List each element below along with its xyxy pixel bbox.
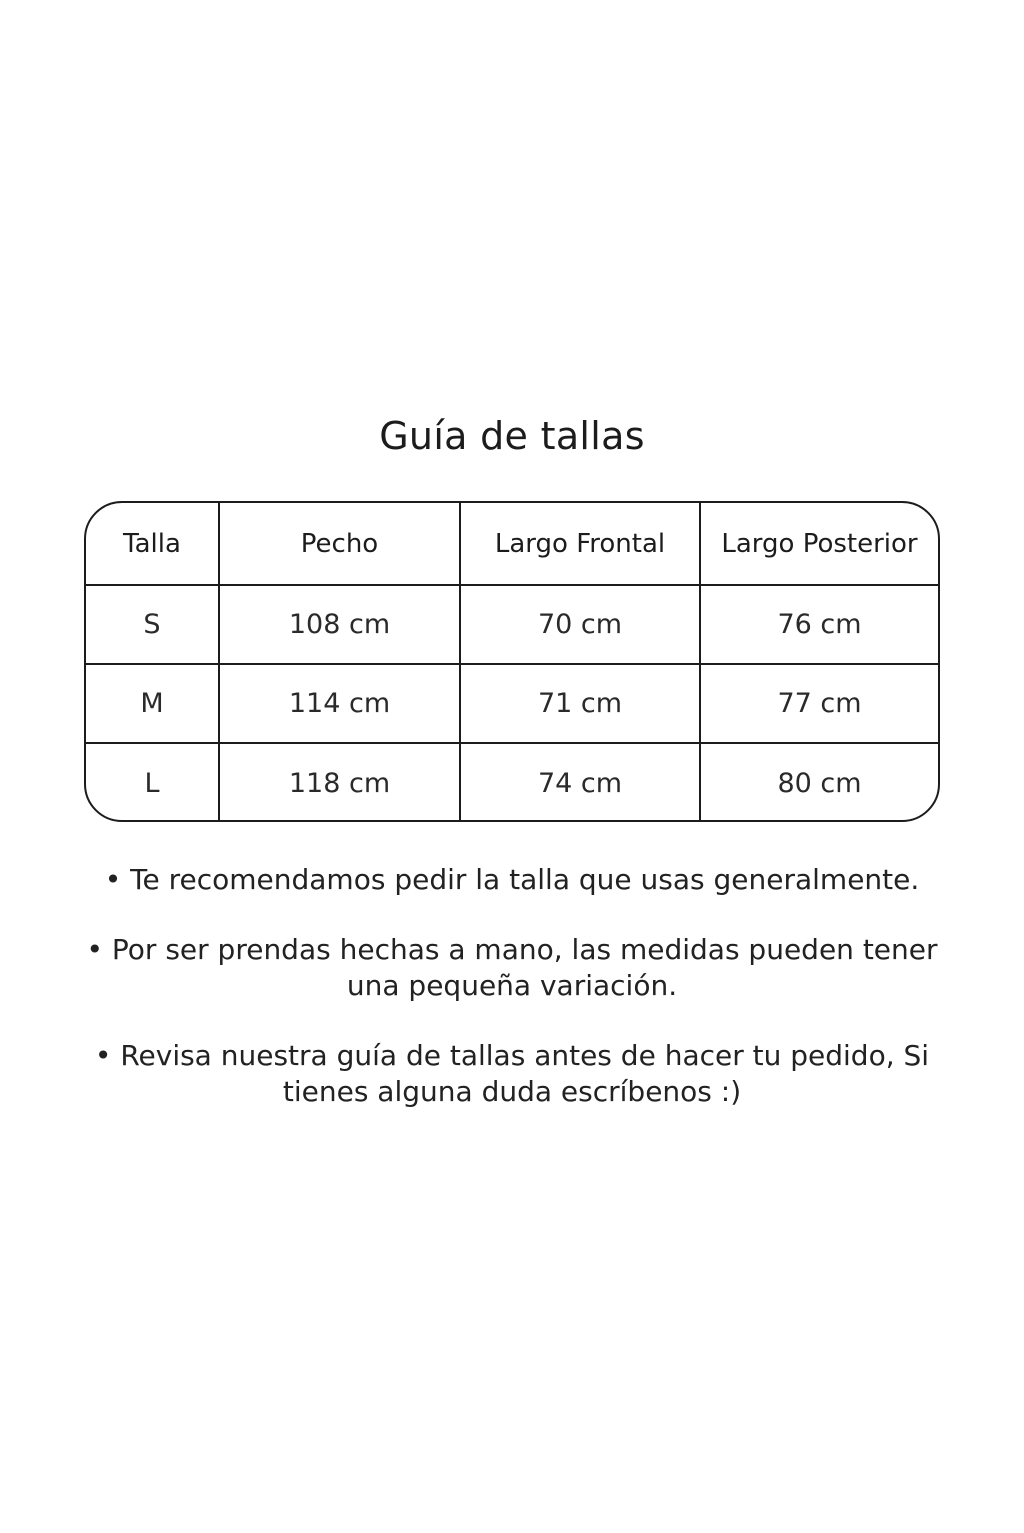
header-cell-largo-posterior: Largo Posterior: [721, 528, 918, 559]
table-row: [86, 586, 938, 665]
table-cell: 118 cm: [220, 744, 461, 822]
table-row: [86, 665, 938, 744]
table-cell: 77 cm: [777, 688, 862, 719]
header-cell-talla: Talla: [86, 503, 220, 584]
header-cell-pecho: Pecho: [220, 503, 461, 584]
table-cell: 70 cm: [461, 586, 701, 663]
table-cell: 108 cm: [220, 586, 461, 663]
table-cell: 80 cm: [777, 767, 862, 799]
table-row: [86, 744, 938, 822]
note-check-guide: • Revisa nuestra guía de tallas antes de hacer tu pedido, Si tienes alguna duda escríbenos :): [94, 1039, 930, 1108]
table-cell: 74 cm: [461, 744, 701, 822]
table-cell: S: [86, 586, 220, 663]
table-header-row: [86, 503, 938, 586]
header-cell-largo-frontal: Largo Frontal: [461, 503, 701, 584]
page-title: Guía de tallas: [379, 414, 645, 458]
table-cell: 76 cm: [777, 609, 862, 640]
table-cell: M: [86, 665, 220, 742]
table-cell: 114 cm: [220, 665, 461, 742]
note-handmade-variation: • Por ser prendas hechas a mano, las medidas pueden tener una pequeña variación.: [86, 933, 938, 1002]
table-cell: 71 cm: [461, 665, 701, 742]
size-table: [84, 501, 940, 822]
table-cell: L: [86, 744, 220, 822]
note-recommendation: • Te recomendamos pedir la talla que usas generalmente.: [104, 863, 920, 896]
